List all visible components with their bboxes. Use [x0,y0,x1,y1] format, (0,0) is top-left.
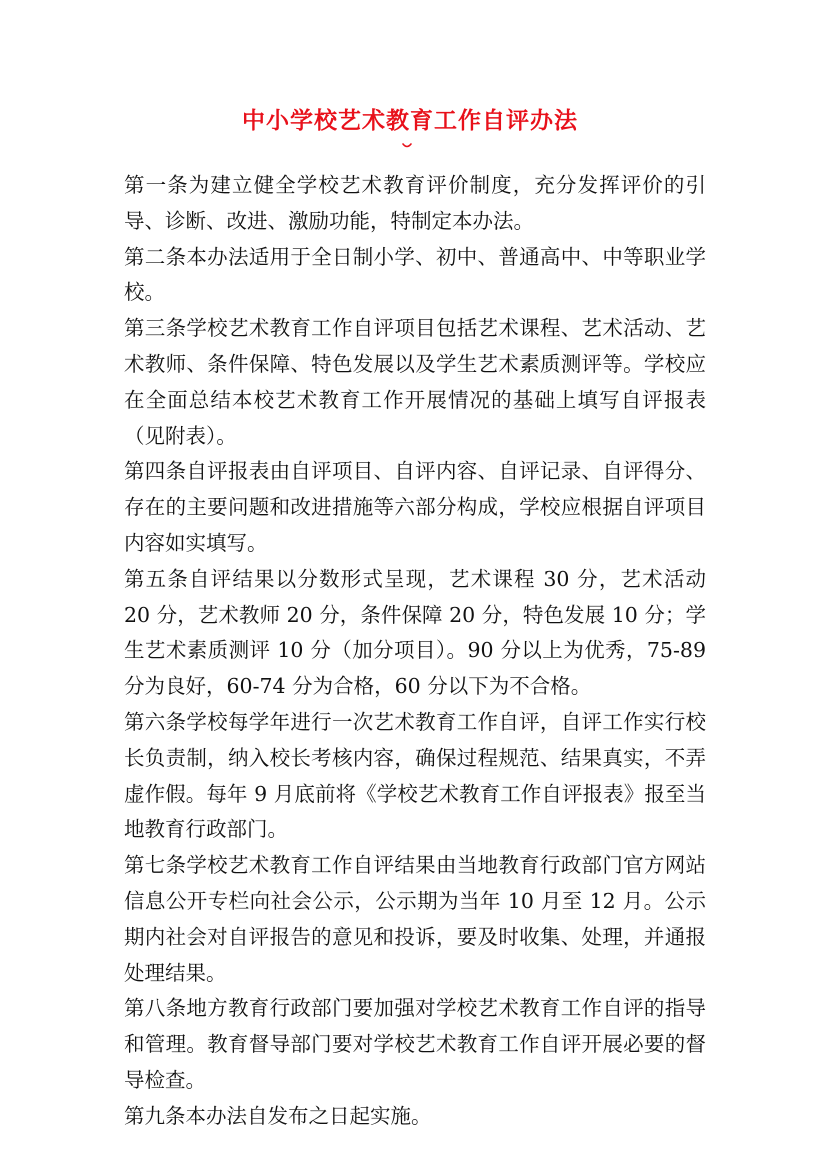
article-8: 第八条地方教育行政部门要加强对学校艺术教育工作自评的指导和管理。教育督导部门要对学校艺术教育工作自评开展必要的督导检查。 [124,996,706,1092]
article-7: 第七条学校艺术教育工作自评结果由当地教育行政部门官方网站信息公开专栏向社会公示，公示期为当年 10 月至 12 月。公示期内社会对自评报告的意见和投诉，要及时收集、处理，并通报处理结果。 [124,853,706,985]
article-5: 第五条自评结果以分数形式呈现，艺术课程 30 分，艺术活动 20 分，艺术教师 20 分，条件保障 20 分，特色发展 10 分；学生艺术素质测评 10 分（加分项目）。90 分以上为优秀，75-89 分为良好，60-74 分为合格，60 分以下为不合格。 [124,566,706,699]
article-2: 第二条本办法适用于全日制小学、初中、普通高中、中等职业学校。 [124,244,706,305]
document-body [124,168,706,1135]
article-1: 第一条为建立健全学校艺术教育评价制度，充分发挥评价的引导、诊断、改进、激励功能，特制定本办法。 [124,173,706,233]
document-title: 中小学校艺术教育工作自评办法 [242,108,578,134]
article-3: 第三条学校艺术教育工作自评项目包括艺术课程、艺术活动、艺术教师、条件保障、特色发展以及学生艺术素质测评等。学校应在全面总结本校艺术教育工作开展情况的基础上填写自评报表（见附表）。 [124,316,706,448]
article-6: 第六条学校每学年进行一次艺术教育工作自评，自评工作实行校长负责制，纳入校长考核内容，确保过程规范、结果真实，不弄虚作假。每年 9 月底前将《学校艺术教育工作自评报表》报至当地教育行政部门。 [124,709,706,842]
article-9: 第九条本办法自发布之日起实施。 [124,1103,432,1128]
red-smile-mark-icon [401,141,413,151]
article-4: 第四条自评报表由自评项目、自评内容、自评记录、自评得分、存在的主要问题和改进措施等六部分构成，学校应根据自评项目内容如实填写。 [124,459,706,555]
